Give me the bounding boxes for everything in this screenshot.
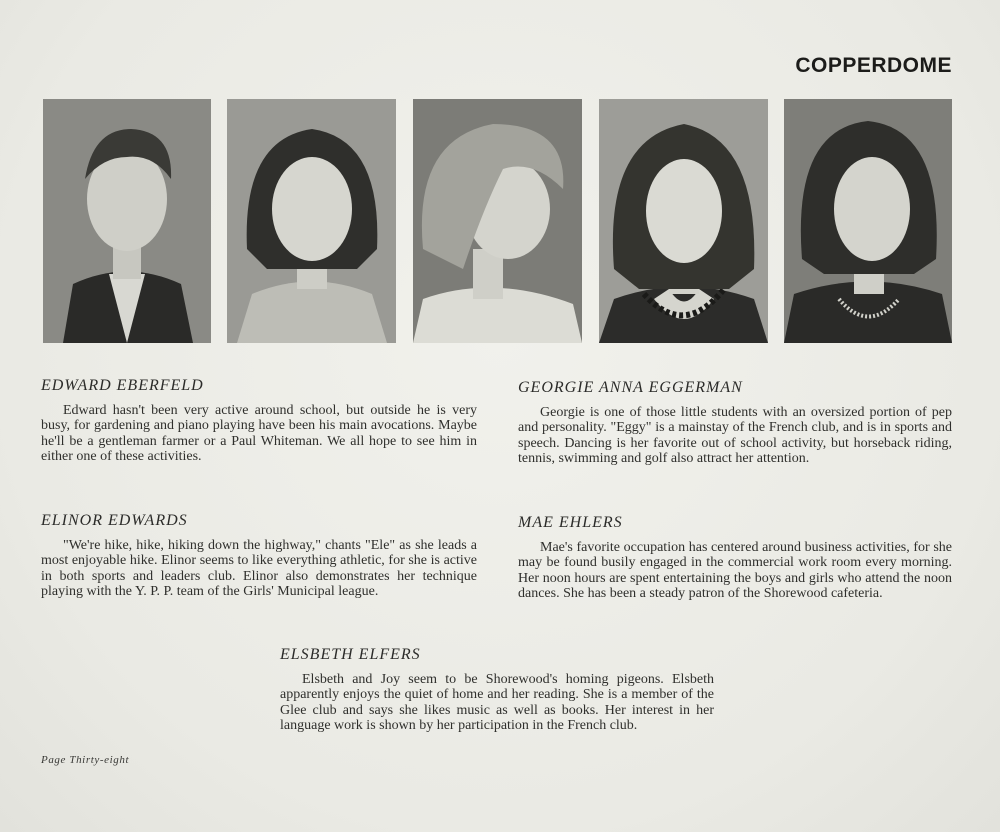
bio-text: Georgie is one of those little students with an oversized portion of pep and personality. "Eggy" is a mainstay of the French club, and is in sports and speech. Dancing is her favorite out of school activity, but horseback riding, tennis, swimming and golf also attract her attention. [518, 405, 952, 467]
bio-name: ELINOR EDWARDS [41, 512, 188, 529]
bio-elsbeth-elfers [280, 646, 714, 734]
bio-georgie-anna-eggerman [518, 379, 952, 467]
bio-text: "We're hike, hike, hiking down the highway," chants "Ele" as she leads a most enjoyable hike. Elinor seems to like everything athletic, for she is active in both sports and leaders club. Elinor also demonstrates her technique playing with the Y. P. P. team of the Girls' Municipal league. [41, 538, 477, 600]
portrait-photo-3 [413, 99, 582, 343]
bio-text: Mae's favorite occupation has centered around business activities, for she may be found busily engaged in the commercial work room every morning. Her noon hours are spent entertaining the boys and girls who attend the noon dances. She has been a steady patron of the Shorewood cafeteria. [518, 540, 952, 602]
bio-text: Edward hasn't been very active around school, but outside he is very busy, for gardening and piano playing have been his main avocations. Maybe he'll be a gentleman farmer or a Paul Whiteman. We all hope to see him in either one of these activities. [41, 403, 477, 465]
portrait-photo-4 [599, 99, 768, 343]
bio-text: Elsbeth and Joy seem to be Shorewood's homing pigeons. Elsbeth apparently enjoys the quiet of home and her reading. She is a member of the Glee club and says she likes music as well as books. Her interest in her language work is shown by her participation in the French club. [280, 672, 714, 734]
portrait-photo-1 [43, 99, 211, 343]
portrait-photo-5 [784, 99, 952, 343]
bio-name: ELSBETH ELFERS [280, 646, 421, 663]
bio-edward-eberfeld [41, 377, 477, 465]
bio-name: MAE EHLERS [518, 514, 623, 531]
bio-mae-ehlers [518, 514, 952, 602]
bio-name: GEORGIE ANNA EGGERMAN [518, 379, 743, 396]
bio-name: EDWARD EBERFELD [41, 377, 204, 394]
bio-elinor-edwards [41, 512, 477, 600]
page-header-title: COPPERDOME [795, 54, 952, 77]
page-number: Page Thirty-eight [41, 754, 130, 766]
portrait-photo-2 [227, 99, 396, 343]
